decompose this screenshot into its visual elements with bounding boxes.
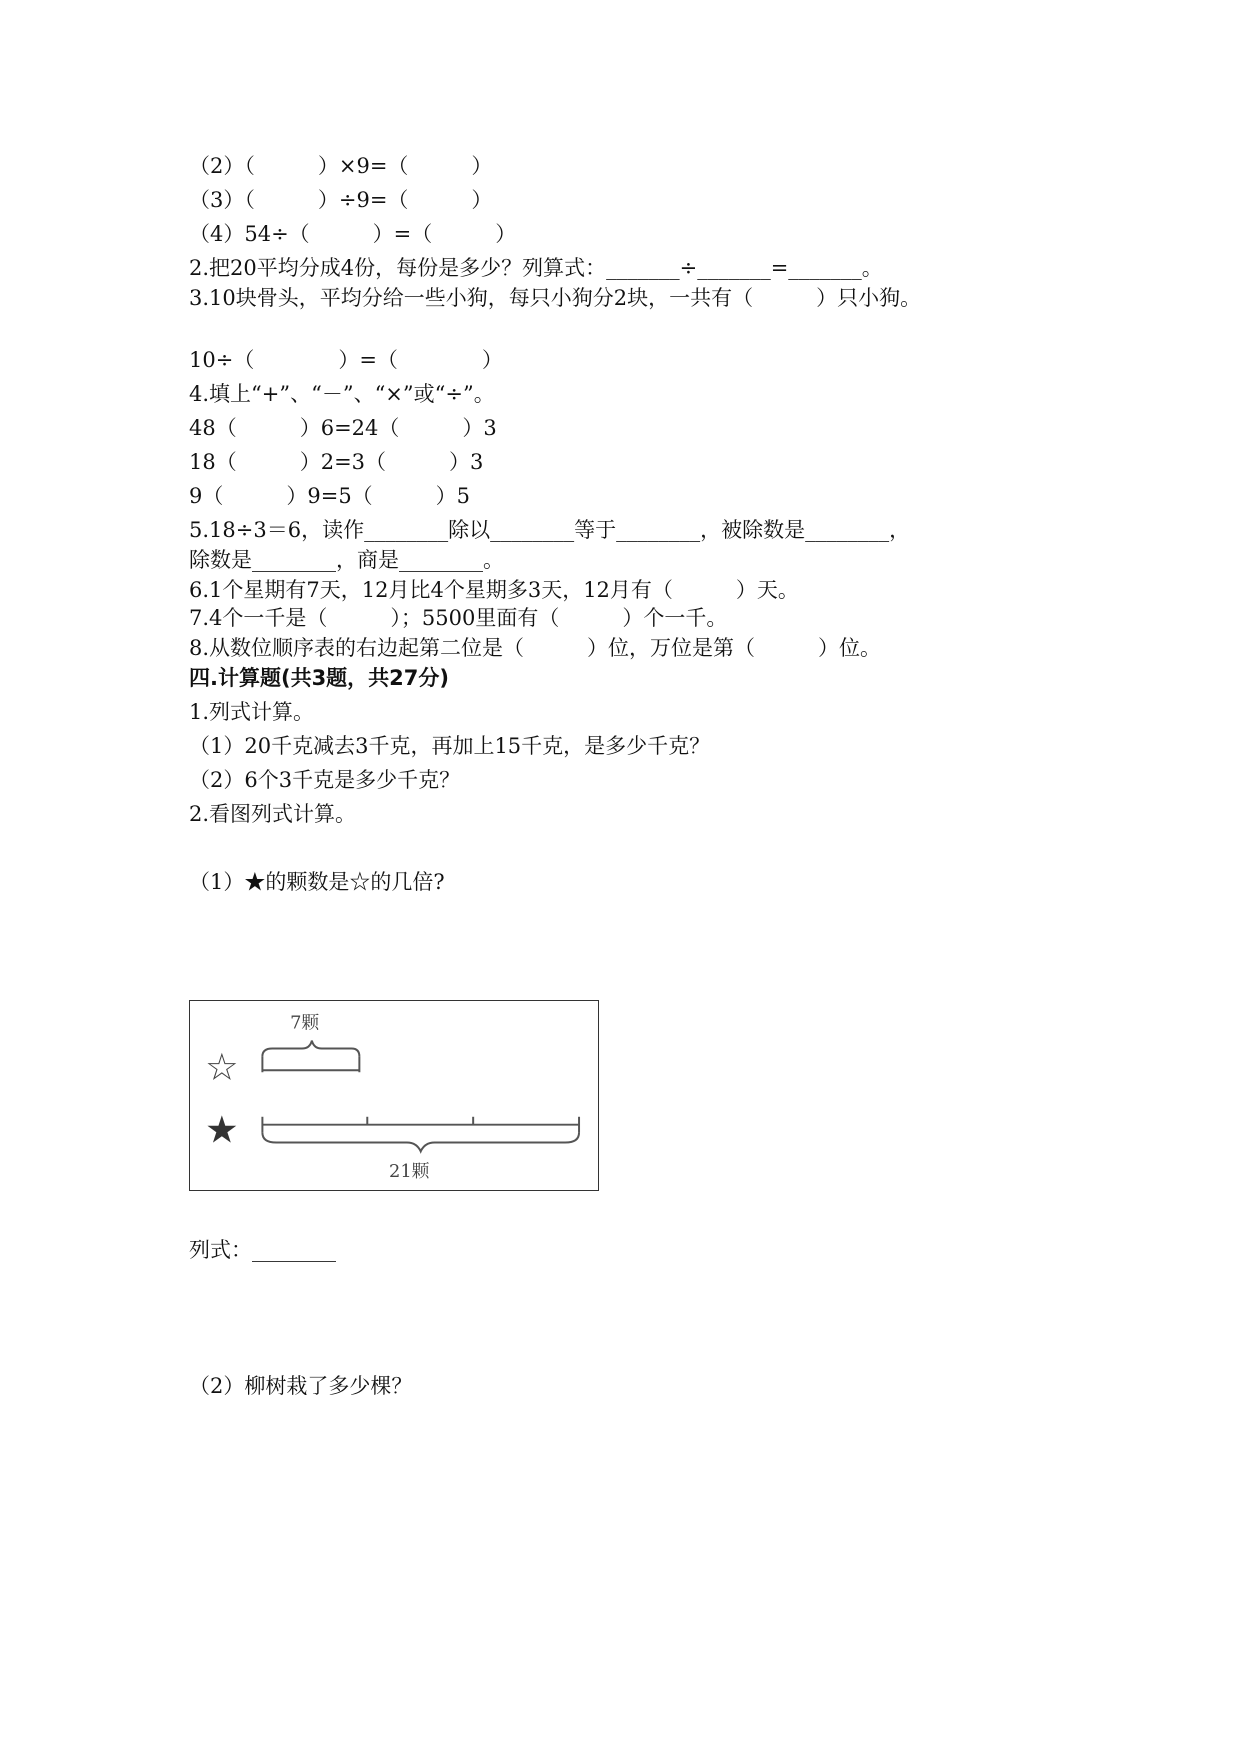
star-diagram [189, 1000, 599, 1191]
question-3: 3.10块骨头，平均分给一些小狗，每只小狗分2块，一共有（ ）只小狗。 [189, 286, 922, 310]
question-line-3: （4）54÷（ ）=（ ） [189, 222, 517, 246]
question-6: 6.1个星期有7天，12月比4个星期多3天，12月有（ ）天。 [189, 578, 799, 602]
question-4-row-3: 9（ ）9=5（ ）5 [189, 484, 471, 508]
answer-line[interactable]: 列式：________ [189, 1238, 336, 1262]
question-2: 2.把20平均分成4份，每份是多少？列算式：_______÷_______=_______。 [189, 256, 883, 280]
question-3-formula: 10÷（ ）=（ ） [189, 348, 503, 372]
calc-2: 2.看图列式计算。 [189, 802, 357, 826]
bottom-brace [262, 1133, 579, 1152]
calc-2-part-2: （2）柳树栽了多少棵？ [189, 1374, 413, 1398]
calc-1-part-2: （2）6个3千克是多少千克？ [189, 768, 461, 792]
top-brace [262, 1041, 359, 1057]
solid-star-icon: ★ [205, 1107, 239, 1152]
question-7: 7.4个一千是（ ）；5500里面有（ ）个一千。 [189, 606, 728, 630]
calc-2-part-1: （1）★的颗数是☆的几倍? [189, 870, 445, 894]
top-count-label: 7颗 [290, 1012, 320, 1034]
hollow-star-icon: ☆ [205, 1045, 239, 1090]
question-8: 8.从数位顺序表的右边起第二位是（ ）位，万位是第（ ）位。 [189, 636, 882, 660]
question-line-2: （3）（ ）÷9=（ ） [189, 188, 493, 212]
section-heading: 四.计算题(共3题，共27分) [189, 666, 450, 690]
question-4-row-2: 18（ ）2=3（ ）3 [189, 450, 484, 474]
question-4-row-1: 48（ ）6=24（ ）3 [189, 416, 497, 440]
question-5: 5.18÷3＝6，读作________除以________等于________，被除数是________， [189, 518, 911, 542]
calc-1: 1.列式计算。 [189, 700, 315, 724]
calc-1-part-1: （1）20千克减去3千克，再加上15千克，是多少千克？ [189, 734, 711, 758]
bottom-count-label: 21颗 [389, 1161, 430, 1183]
question-5-cont: 除数是________，商是________。 [189, 548, 504, 572]
question-4: 4.填上“+”、“－”、“×”或“÷”。 [189, 382, 495, 406]
question-line-1: （2）（ ）×9=（ ） [189, 154, 493, 178]
